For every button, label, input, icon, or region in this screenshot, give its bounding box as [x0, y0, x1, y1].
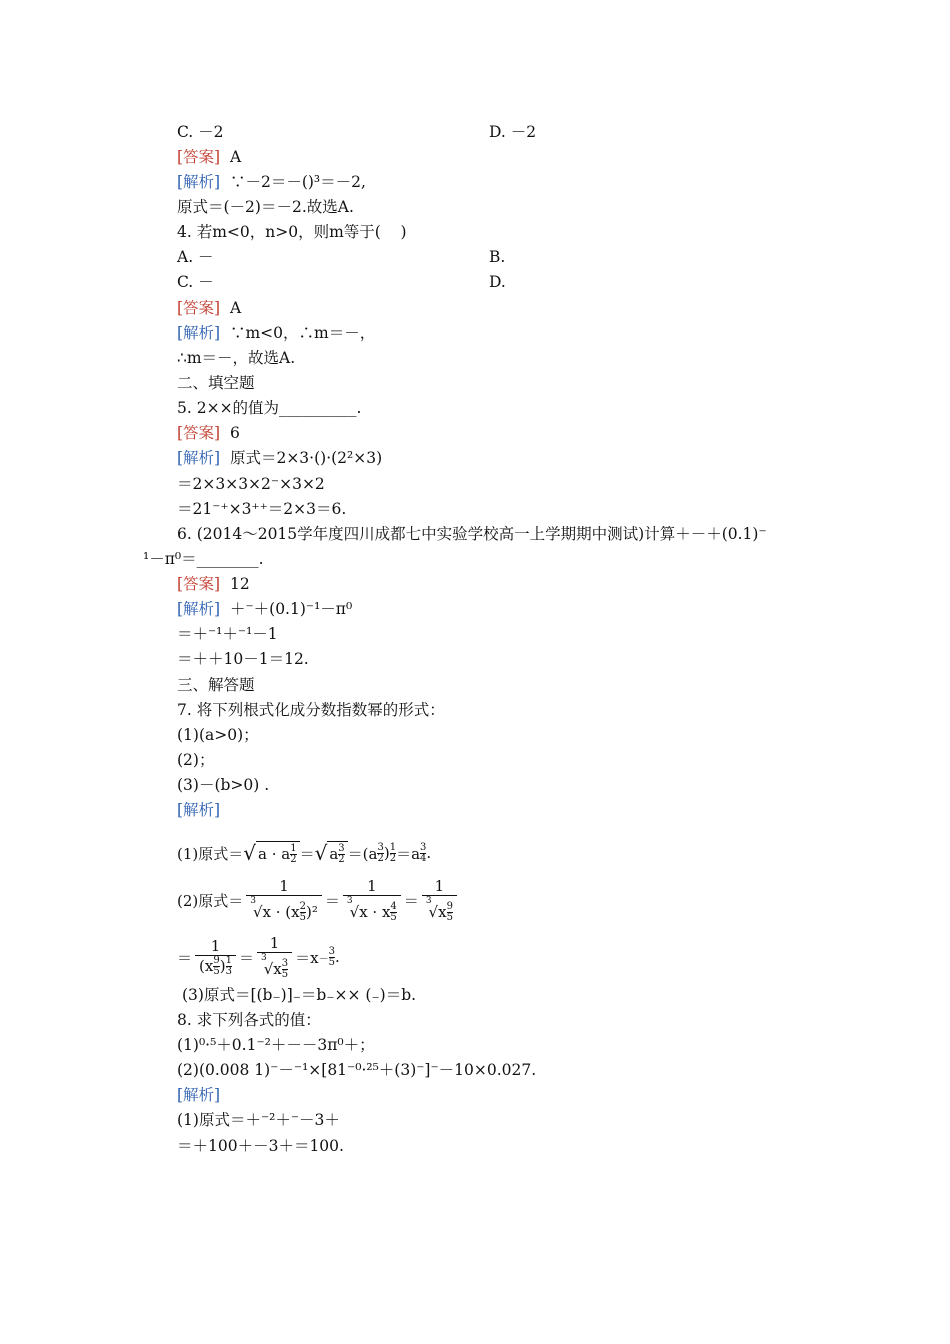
exponent: 3 2: [377, 841, 384, 864]
text-line: 原式＝(－2)＝－2.故选A.: [177, 198, 354, 216]
section-heading: 三、解答题: [177, 676, 255, 694]
math-term: a: [329, 845, 339, 863]
sqrt-symbol: √ a $\frac{3}{2}$: [315, 841, 348, 865]
math-expression-1: [177, 836, 431, 870]
subquestion: (2)；: [177, 751, 215, 769]
math-term: ＝a: [396, 844, 421, 863]
analysis-tag: [解析]: [177, 600, 221, 618]
exponent: 1 2: [389, 841, 397, 864]
analysis-tag: [解析]: [177, 449, 221, 467]
analysis-line: [177, 448, 382, 468]
exponent: －: [318, 953, 329, 965]
question-6: 6. (2014～2015学年度四川成都七中实验学校高一上学期期中测试)计算＋－＋(0.1)⁻: [177, 525, 767, 543]
analysis-text: ∵－2＝－()³＝－2,: [220, 173, 366, 191]
math-expression-3: [177, 932, 340, 982]
subquestion: (1)⁰·⁵＋0.1⁻²＋－－3π⁰＋；: [177, 1036, 375, 1054]
math-expression-2: [177, 872, 460, 928]
analysis-tag-line: [177, 1085, 220, 1105]
answer-text: A: [220, 148, 242, 166]
analysis-line: [177, 599, 352, 619]
math-op: ＝: [299, 844, 315, 863]
analysis-line: [177, 323, 375, 343]
answer-text: A: [220, 299, 242, 317]
analysis-text: ∵m<0，∴m＝－，: [220, 324, 376, 342]
text-line: ∴m＝－，故选A.: [177, 349, 296, 367]
option-d: D. －2: [489, 123, 537, 141]
text-line: ＝＋100＋－3＋＝100.: [177, 1137, 344, 1155]
math-label: (1)原式＝: [177, 844, 244, 863]
subquestion: (3)－(b>0) .: [177, 776, 270, 794]
answer-tag: [答案]: [177, 148, 221, 166]
question-7: 7. 将下列根式化成分数指数幂的形式：: [177, 701, 445, 719]
math-term: ): [383, 844, 390, 862]
analysis-tag: [解析]: [177, 173, 221, 191]
question-4: 4. 若m<0，n>0，则m等于( ): [177, 223, 407, 241]
option-b: B.: [489, 248, 506, 266]
math-term: ＝(a: [347, 844, 378, 863]
math-term: a · a: [258, 845, 291, 863]
answer-line: [177, 574, 250, 594]
option-c: C. －2: [177, 123, 224, 141]
math-op: ＝: [324, 891, 340, 910]
sqrt-symbol: √ a · a $\frac{1}{2}$: [243, 841, 299, 865]
analysis-text: ＋⁻＋(0.1)⁻¹－π⁰: [220, 600, 353, 618]
text-line: ＝＋⁻¹＋⁻¹－1: [177, 625, 278, 643]
exponent: $\frac{3}{2}$: [338, 843, 345, 865]
math-op: ＝: [238, 948, 254, 967]
answer-line: [177, 298, 241, 318]
answer-line: [177, 423, 240, 443]
question-8: 8. 求下列各式的值：: [177, 1011, 321, 1029]
math-op: ＝: [403, 891, 419, 910]
text-line: ＝2×3×3×2⁻×3×2: [177, 475, 325, 493]
option-d: D.: [489, 273, 506, 291]
option-a: A. －: [177, 248, 214, 266]
analysis-tag-line: [177, 800, 220, 820]
answer-text: 12: [220, 575, 250, 593]
answer-tag: [答案]: [177, 424, 221, 442]
text-line: (3)原式＝[(b₋)]₋＝b₋×× (₋)＝b.: [182, 986, 417, 1004]
math-term: .: [426, 844, 432, 862]
section-heading: 二、填空题: [177, 374, 255, 392]
answer-tag: [答案]: [177, 575, 221, 593]
text-line: (1)原式＝＋⁻²＋⁻－3＋: [177, 1111, 340, 1129]
analysis-tag: [解析]: [177, 324, 221, 342]
analysis-tag: [解析]: [177, 1086, 221, 1104]
fraction: 1 $^3$√x $\frac{3}{5}$: [257, 934, 292, 980]
analysis-text: 原式＝2×3·()·(2²×3): [220, 449, 383, 467]
math-op: ＝: [177, 948, 193, 967]
fraction: 1 $^3$√x $\frac{9}{5}$: [422, 877, 457, 923]
answer-text: 6: [220, 424, 240, 442]
answer-tag: [答案]: [177, 299, 221, 317]
exponent: 3 4: [420, 841, 427, 864]
option-c: C. －: [177, 273, 214, 291]
question-6-cont: ¹－π⁰＝________.: [143, 550, 264, 568]
analysis-line: [177, 172, 366, 192]
fraction: 1 $^3$√x · (x $\frac{2}{5}$ )²: [246, 877, 322, 923]
text-line: ＝21⁻⁺×3⁺⁺＝2×3＝6.: [177, 500, 347, 518]
answer-line: [177, 147, 241, 167]
analysis-tag: [解析]: [177, 801, 221, 819]
exponent: $\frac{1}{2}$: [290, 843, 297, 865]
fraction: 1 (x $\frac{9}{5}$ ) $\frac{1}{3}$: [195, 937, 236, 977]
subquestion: (2)(0.008 1)⁻－⁻¹×[81⁻⁰·²⁵＋(3)⁻]⁻－10×0.027.: [177, 1061, 537, 1079]
math-label: (2)原式＝: [177, 891, 244, 910]
math-term: .: [334, 948, 340, 966]
subquestion: (1)(a>0)；: [177, 726, 259, 744]
exponent: 3 5: [328, 945, 335, 968]
math-term: ＝x: [295, 948, 319, 967]
text-line: ＝＋＋10－1＝12.: [177, 650, 309, 668]
question-5: 5. 2××的值为__________.: [177, 399, 362, 417]
fraction: 1 $^3$√x · x $\frac{4}{5}$: [343, 877, 401, 923]
